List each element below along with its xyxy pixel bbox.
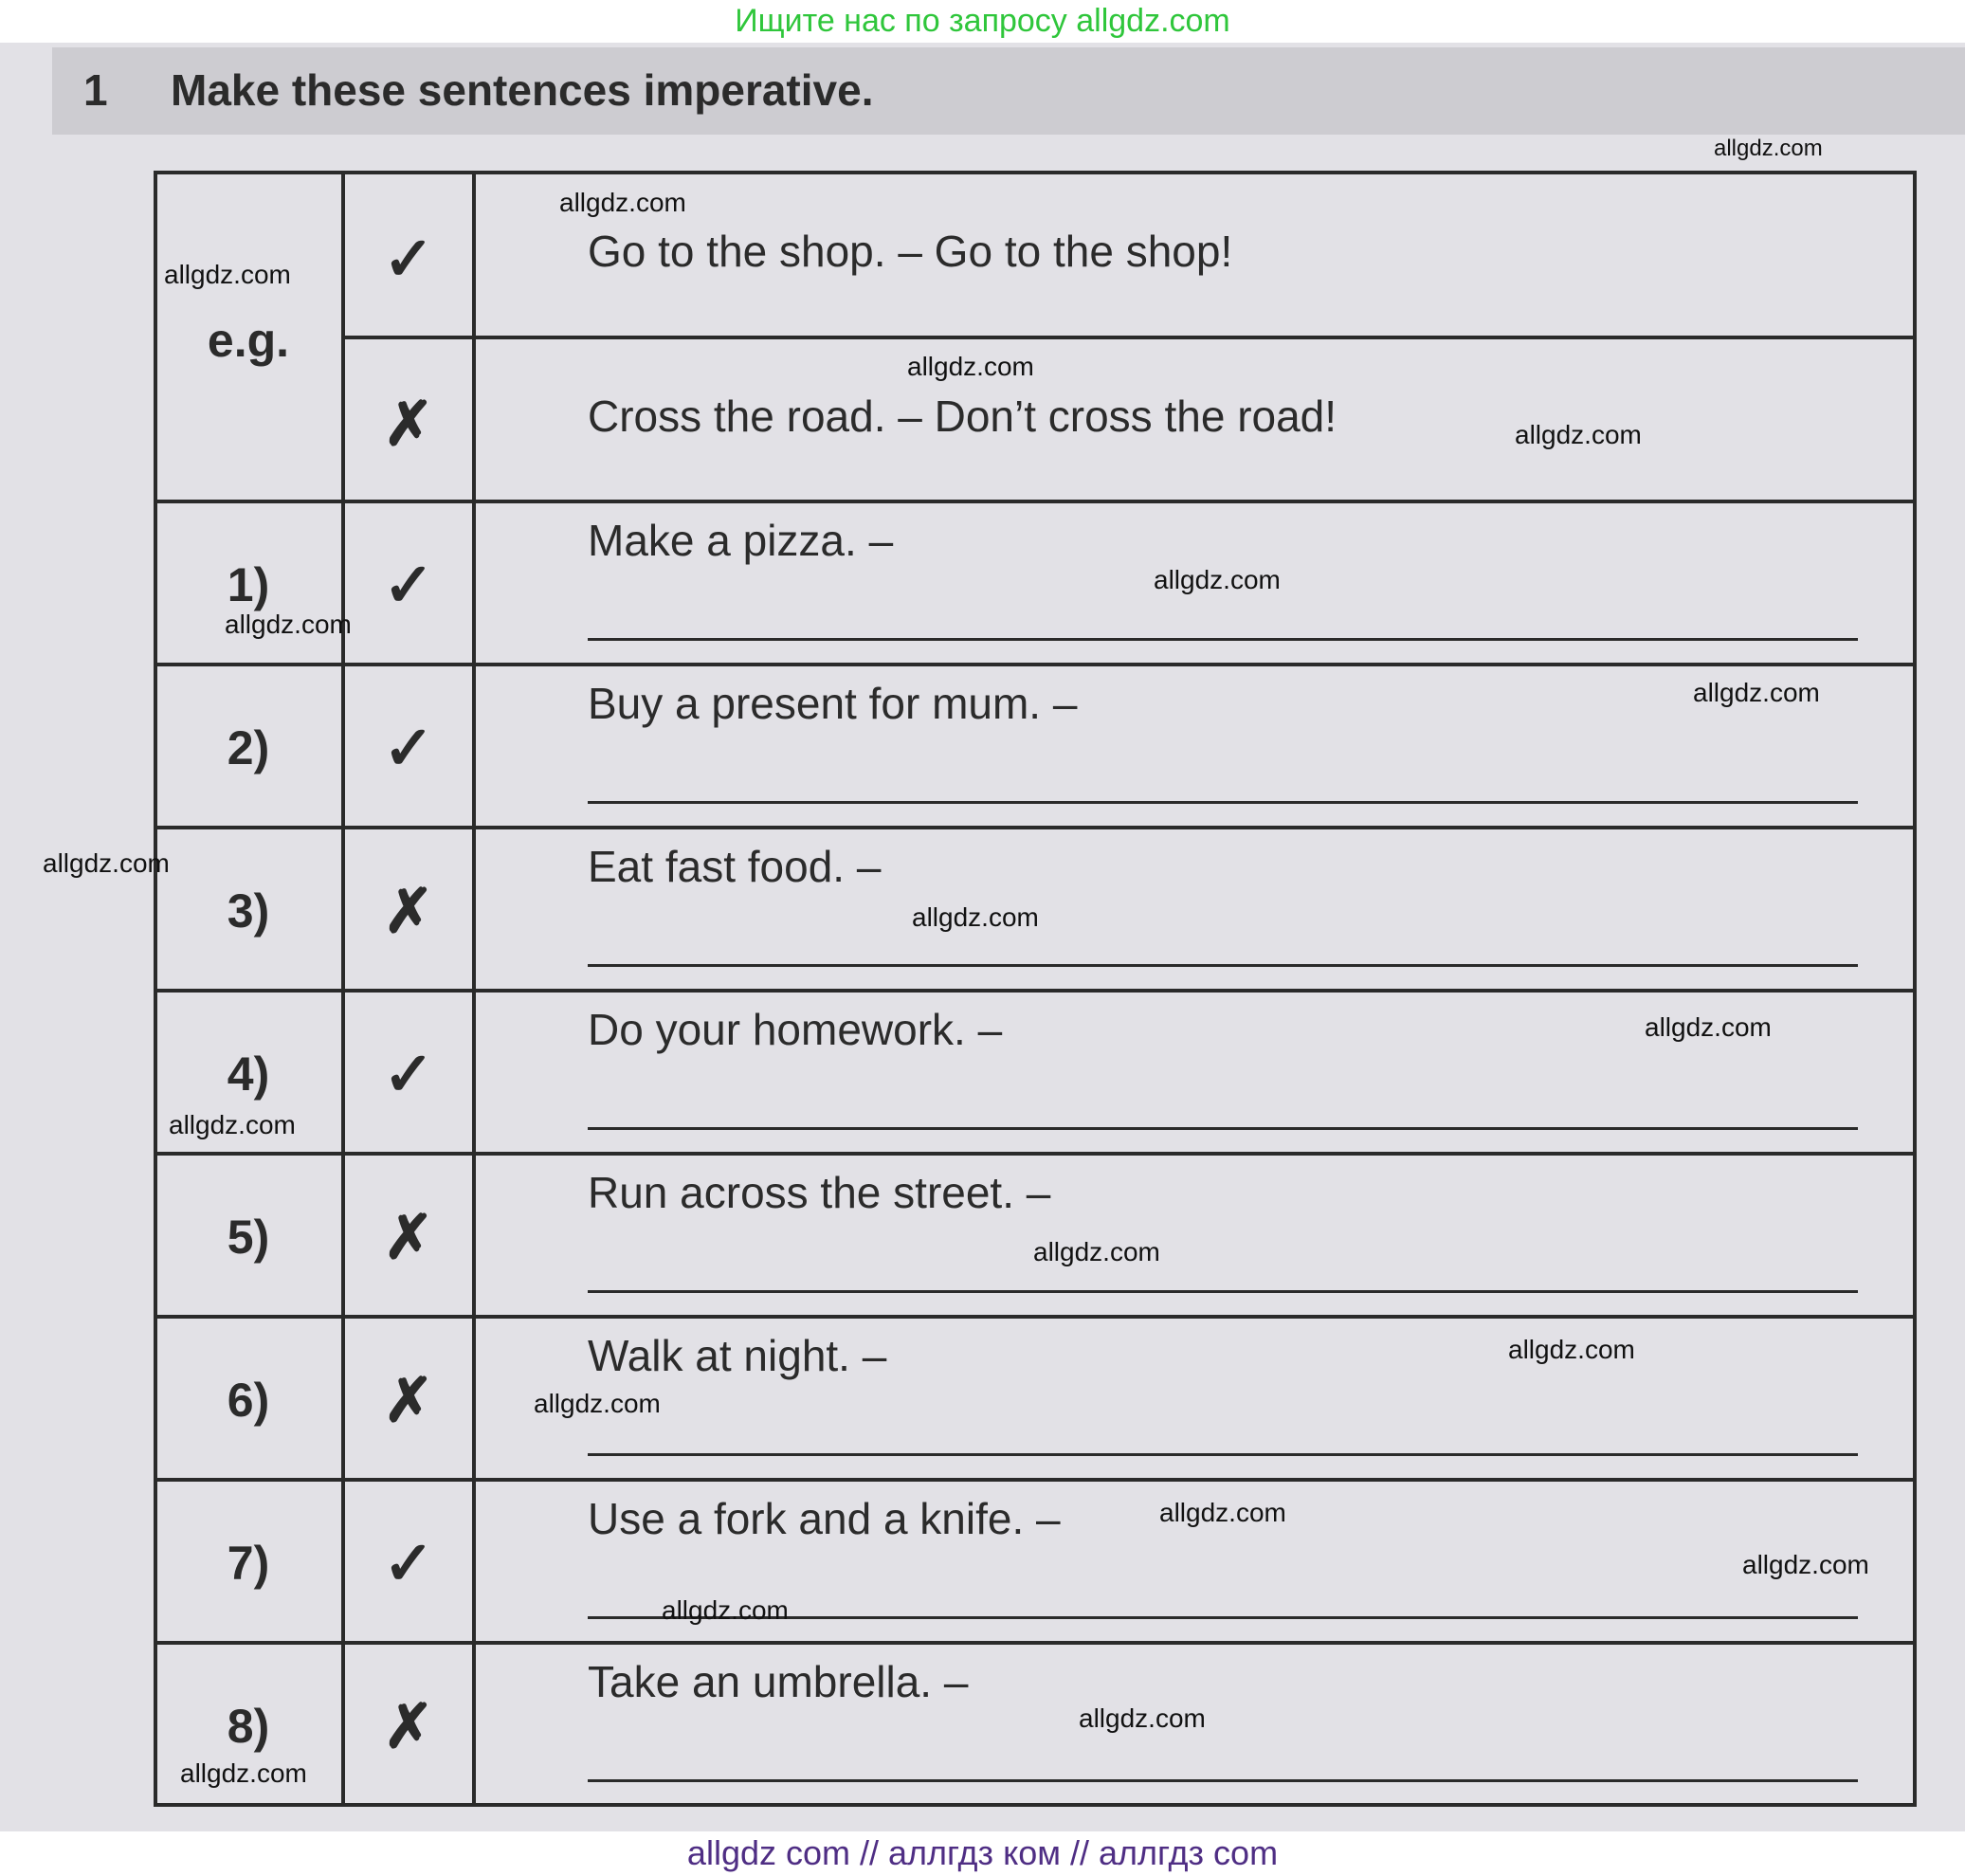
item-sentence: Make a pizza. – <box>588 516 894 565</box>
item-sentence: Use a fork and a knife. – <box>588 1494 1061 1543</box>
answer-line[interactable] <box>588 1290 1858 1293</box>
check-mark-icon: ✓ <box>383 225 434 293</box>
answer-line[interactable] <box>588 638 1858 641</box>
watermark: allgdz.com <box>164 260 291 289</box>
exercise-number: 1 <box>83 65 108 115</box>
row-divider <box>154 1478 1917 1482</box>
row-divider <box>341 336 1917 339</box>
watermark: allgdz.com <box>1742 1550 1869 1579</box>
watermark: allgdz.com <box>169 1110 296 1139</box>
watermark: allgdz.com <box>1159 1498 1286 1527</box>
answer-line[interactable] <box>588 801 1858 804</box>
watermark: allgdz.com <box>1033 1237 1160 1266</box>
check-mark-icon: ✓ <box>383 1040 434 1108</box>
cross-mark-icon: ✗ <box>383 390 434 458</box>
watermark: allgdz.com <box>662 1595 789 1625</box>
row-divider <box>154 1152 1917 1156</box>
example-sentence: Cross the road. – Don’t cross the road! <box>588 392 1337 441</box>
item-number: 7) <box>227 1537 270 1590</box>
watermark: allgdz.com <box>1645 1012 1772 1042</box>
watermark: allgdz.com <box>180 1758 307 1788</box>
answer-line[interactable] <box>588 1127 1858 1130</box>
item-sentence: Do your homework. – <box>588 1005 1003 1054</box>
row-divider <box>154 663 1917 666</box>
example-sentence: Go to the shop. – Go to the shop! <box>588 227 1233 276</box>
exercise-title: Make these sentences imperative. <box>171 65 874 115</box>
item-sentence: Take an umbrella. – <box>588 1657 969 1706</box>
watermark: allgdz.com <box>1508 1335 1635 1364</box>
cross-mark-icon: ✗ <box>383 1366 434 1434</box>
row-divider <box>154 1315 1917 1319</box>
item-sentence: Buy a present for mum. – <box>588 679 1078 728</box>
watermark: allgdz.com <box>43 848 170 878</box>
item-number: 6) <box>227 1374 270 1427</box>
row-divider <box>154 989 1917 993</box>
answer-line[interactable] <box>588 964 1858 967</box>
cross-mark-icon: ✗ <box>383 1203 434 1271</box>
row-divider <box>154 826 1917 829</box>
answer-line[interactable] <box>588 1453 1858 1456</box>
item-sentence: Walk at night. – <box>588 1331 887 1380</box>
cross-mark-icon: ✗ <box>383 1692 434 1760</box>
row-divider <box>154 500 1917 503</box>
watermark: allgdz.com <box>1515 420 1642 449</box>
watermark: allgdz.com <box>559 188 686 217</box>
watermark: allgdz.com <box>1079 1703 1206 1733</box>
watermark: allgdz.com <box>1693 678 1820 707</box>
item-sentence: Eat fast food. – <box>588 842 882 891</box>
watermark: allgdz.com <box>1714 136 1823 161</box>
watermark: allgdz.com <box>225 610 352 639</box>
row-divider <box>154 1641 1917 1645</box>
watermark: allgdz.com <box>1154 565 1281 594</box>
watermark: allgdz.com <box>534 1389 661 1418</box>
item-number: 5) <box>227 1211 270 1264</box>
top-banner: Ищите нас по запросу allgdz.com <box>0 0 1965 43</box>
item-number: 1) <box>227 558 270 611</box>
bottom-banner: allgdz com // аллгдз ком // аллгдз com <box>0 1831 1965 1876</box>
item-number: 8) <box>227 1700 270 1753</box>
cross-mark-icon: ✗ <box>383 877 434 945</box>
watermark: allgdz.com <box>912 902 1039 932</box>
item-number: 2) <box>227 721 270 774</box>
item-number: 3) <box>227 884 270 938</box>
answer-line[interactable] <box>588 1779 1858 1782</box>
item-sentence: Run across the street. – <box>588 1168 1051 1217</box>
item-number: 4) <box>227 1047 270 1101</box>
check-mark-icon: ✓ <box>383 1529 434 1597</box>
example-label: e.g. <box>207 314 290 367</box>
check-mark-icon: ✓ <box>383 714 434 782</box>
check-mark-icon: ✓ <box>383 551 434 619</box>
watermark: allgdz.com <box>907 352 1034 381</box>
